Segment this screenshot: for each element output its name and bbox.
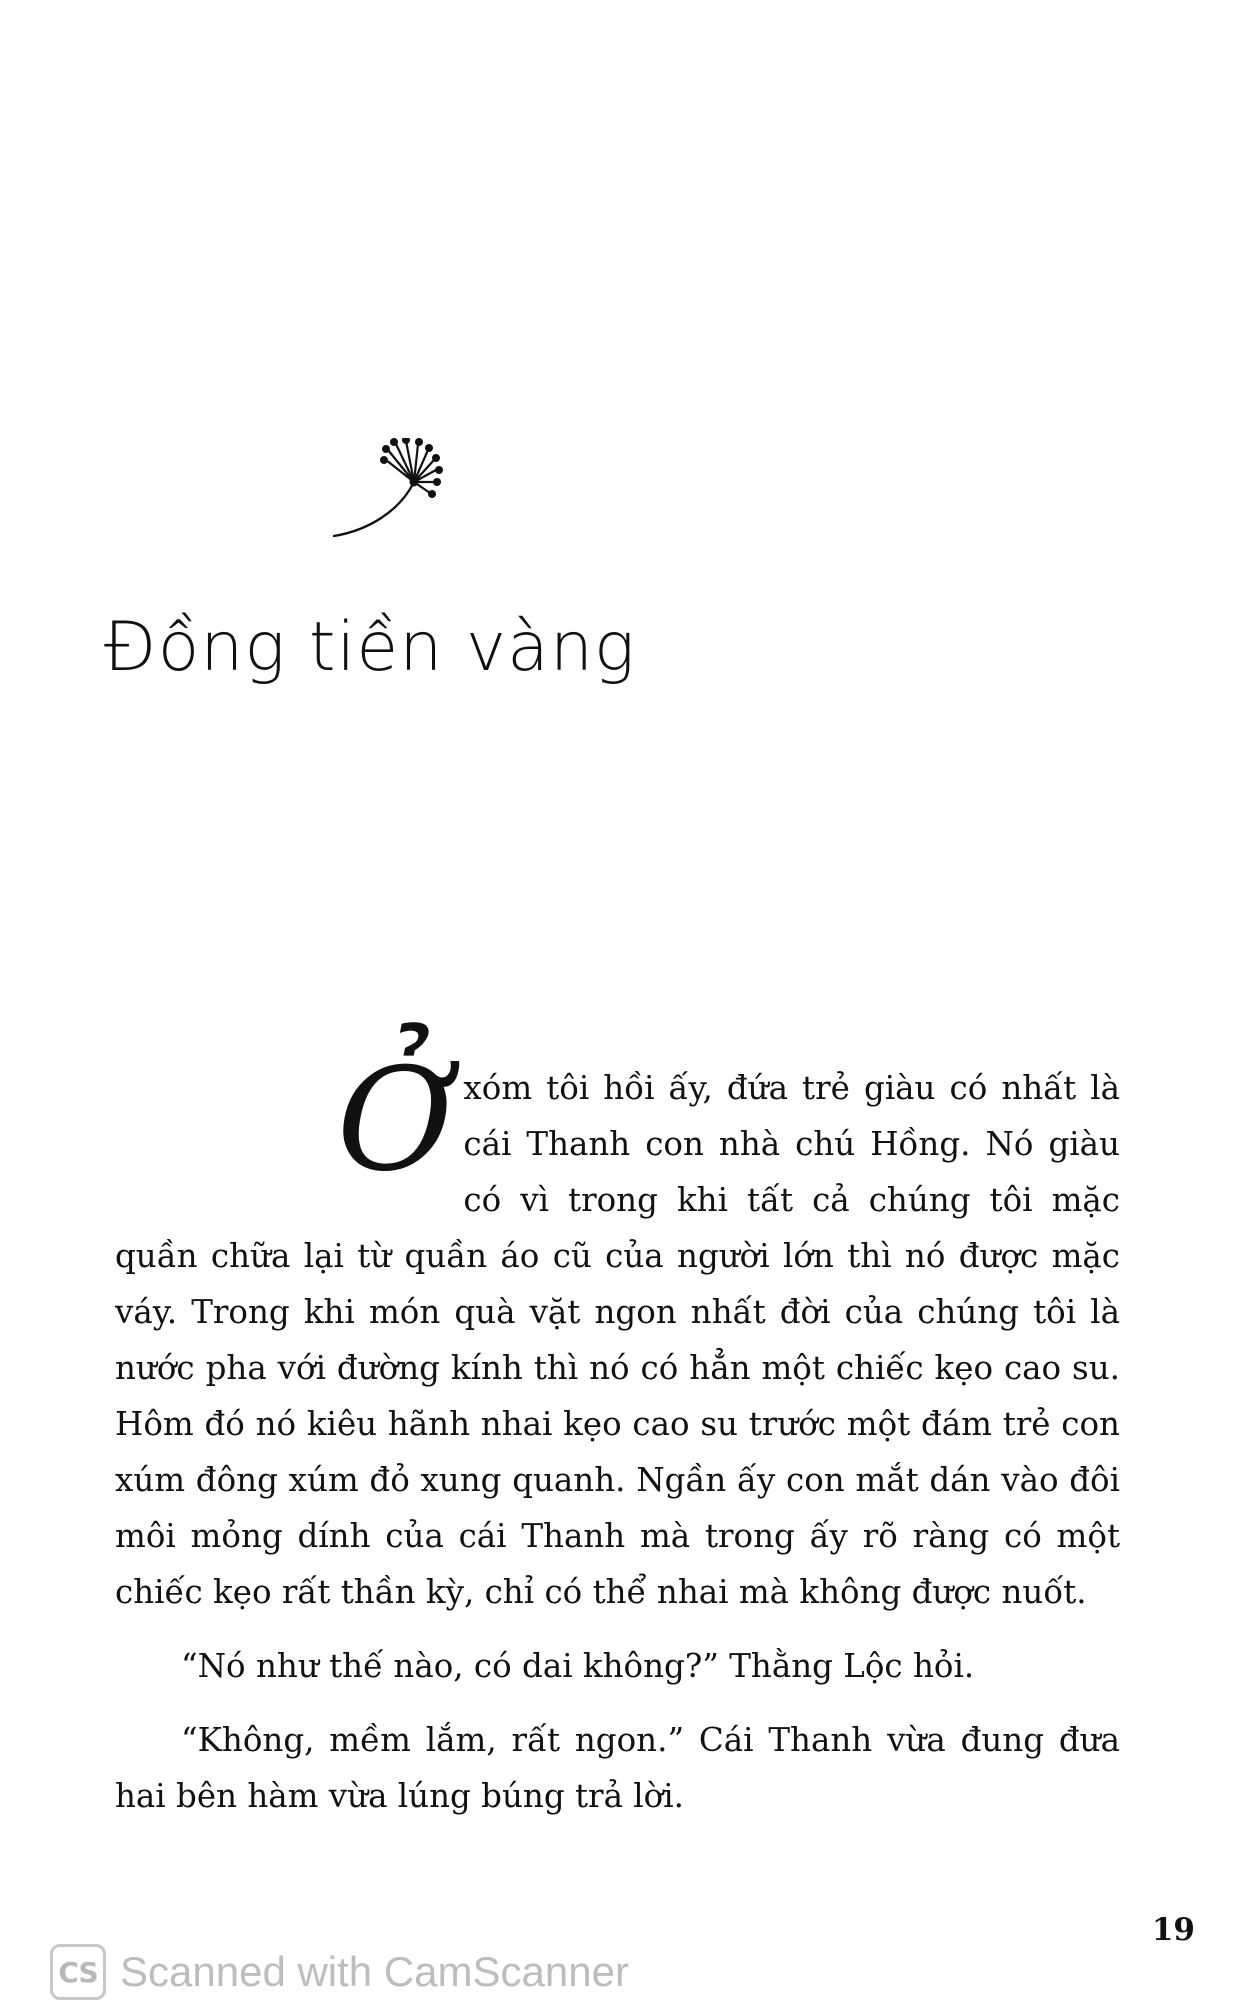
paragraph-text: xóm tôi hồi ấy, đứa trẻ giàu có nhất là cái Thanh con nhà chú Hồng. Nó giàu có vì trong khi tất cả chúng tôi mặc quần chữa lại từ quần áo cũ của người lớn thì nó được mặc váy. Trong khi món quà vặt ngon nhất đời của chúng tôi là nước pha với đường kính thì nó có hẳn một chiếc kẹo cao su. Hôm đó nó kiêu hãnh nhai kẹo cao su trước một đám trẻ con xúm đông xúm đỏ xung quanh. Ngần ấy con mắt dán vào đôi môi mỏng dính của cái Thanh mà trong ấy rõ ràng có một chiếc kẹo rất thần kỳ, chỉ có thể nhai mà không được nuốt.	[115, 1069, 1120, 1611]
drop-cap: Ở	[337, 1038, 454, 1203]
camscanner-logo: CS	[50, 1944, 106, 2000]
story-text	[115, 1038, 1120, 1824]
paragraph	[115, 1038, 1120, 1620]
dandelion-icon	[330, 438, 460, 542]
paragraph: “Nó như thế nào, có dai không?” Thằng Lộc hỏi.	[181, 1647, 975, 1685]
page-number: 19	[1151, 1912, 1195, 1948]
watermark-text: Scanned with CamScanner	[120, 1948, 629, 1995]
chapter-title: Đồng tiền vàng	[104, 608, 636, 687]
paragraph: “Không, mềm lắm, rất ngon.” Cái Thanh vừa đung đưa hai bên hàm vừa lúng búng trả lời.	[115, 1721, 1120, 1815]
camscanner-watermark	[50, 1942, 629, 2002]
